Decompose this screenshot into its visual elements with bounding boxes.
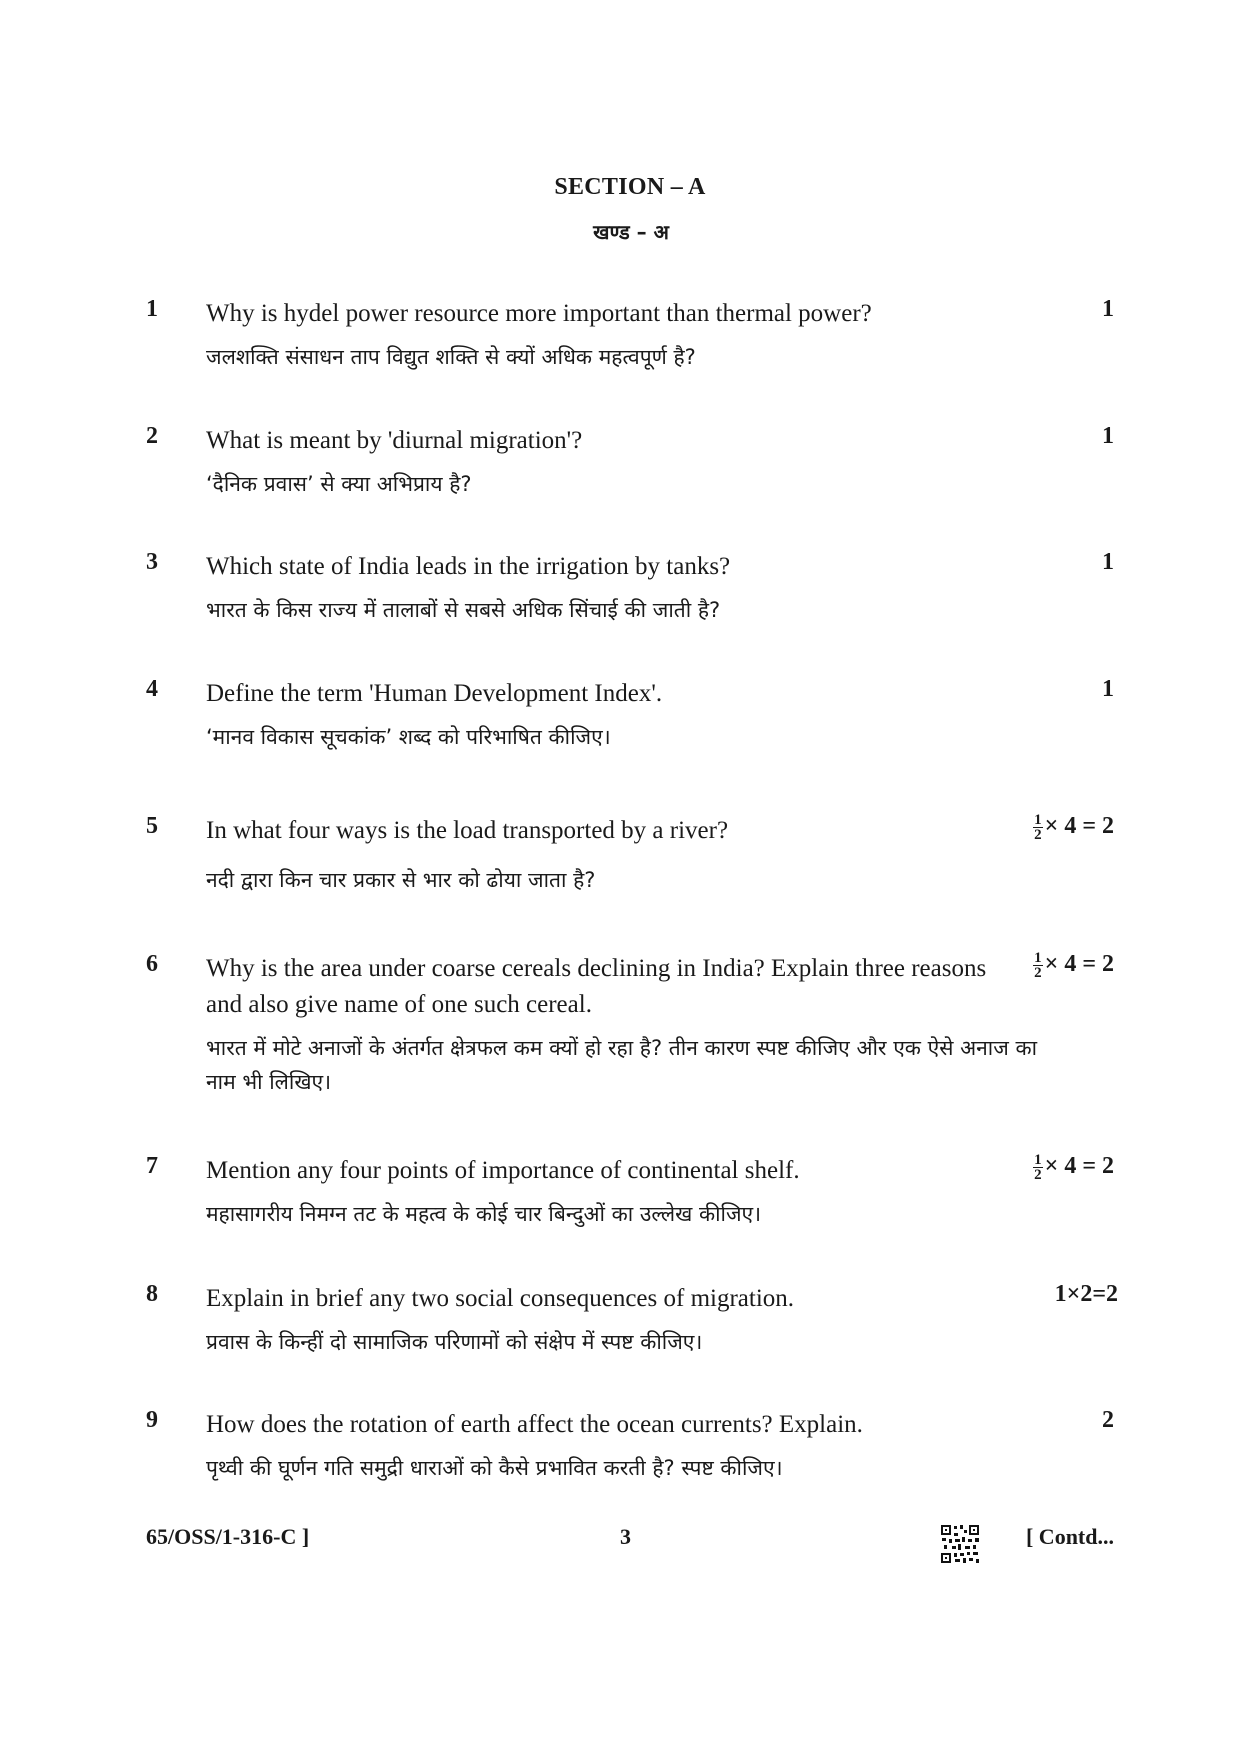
paper-code: 65/OSS/1-316-C ] <box>146 1524 310 1549</box>
question-marks: 2 <box>1102 1407 1114 1433</box>
question-text-english: Define the term 'Human Development Index'. <box>206 680 663 707</box>
section-title-hindi: खण्ड – अ <box>593 220 669 244</box>
question-text-english: Why is the area under coarse cereals declining in India? Explain three reasons and also give name of one such cereal. <box>206 955 987 1018</box>
half-fraction <box>1033 813 1043 842</box>
question-text-hindi: ‘मानव विकास सूचकांक’ शब्द को परिभाषित कीजिए। <box>206 725 611 749</box>
question-marks: 1×2=2 <box>1054 1281 1118 1307</box>
question-text-hindi: पृथ्वी की घूर्णन गति समुद्री धाराओं को कैसे प्रभावित करती है? स्पष्ट कीजिए। <box>206 1456 783 1480</box>
marks-expression: × 4 = 2 <box>1044 951 1114 978</box>
marks-expression: × 4 = 2 <box>1044 1153 1114 1180</box>
question-number: 4 <box>146 676 158 702</box>
question-marks: 1 <box>1102 296 1114 322</box>
question-marks: 1 <box>1102 423 1114 449</box>
qr-code-icon <box>940 1524 980 1564</box>
question-text-hindi: जलशक्ति संसाधन ताप विद्युत शक्ति से क्यों अधिक महत्वपूर्ण है? <box>206 345 696 369</box>
question-text-english: Mention any four points of importance of continental shelf. <box>206 1157 800 1184</box>
question-text-hindi: भारत में मोटे अनाजों के अंतर्गत क्षेत्रफल कम क्यों हो रहा है? तीन कारण स्पष्ट कीजिए और एक ऐसे अनाज का नाम भी लिखिए। <box>206 1036 1038 1094</box>
fraction-numerator: 1 <box>1034 812 1042 828</box>
question-text-english: Which state of India leads in the irrigation by tanks? <box>206 553 731 580</box>
page-number: 3 <box>620 1524 631 1549</box>
question-marks: 1 <box>1102 676 1114 702</box>
question-number: 1 <box>146 296 158 322</box>
continued-note: [ Contd... <box>1025 1524 1114 1549</box>
question-text-english: What is meant by 'diurnal migration'? <box>206 427 583 454</box>
fraction-denominator: 2 <box>1034 827 1042 843</box>
question-marks <box>1033 1153 1114 1182</box>
section-title: SECTION – A <box>554 174 706 200</box>
question-marks <box>1033 951 1114 980</box>
question-number: 3 <box>146 549 158 575</box>
question-text-english: In what four ways is the load transported by a river? <box>206 817 729 844</box>
fraction-denominator: 2 <box>1034 1167 1042 1183</box>
question-marks <box>1033 813 1114 842</box>
page-footer <box>0 1524 1240 1564</box>
question-text-hindi: भारत के किस राज्य में तालाबों से सबसे अधिक सिंचाई की जाती है? <box>206 598 721 622</box>
half-fraction <box>1033 1153 1043 1182</box>
question-number: 5 <box>146 813 158 839</box>
question-text-hindi: ‘दैनिक प्रवास’ से क्या अभिप्राय है? <box>206 472 472 496</box>
question-text-hindi: महासागरीय निमग्न तट के महत्व के कोई चार बिन्दुओं का उल्लेख कीजिए। <box>206 1202 762 1226</box>
question-text-english: Explain in brief any two social consequences of migration. <box>206 1285 795 1312</box>
question-text-hindi: नदी द्वारा किन चार प्रकार से भार को ढोया जाता है? <box>206 868 596 892</box>
fraction-numerator: 1 <box>1034 950 1042 966</box>
question-number: 7 <box>146 1153 158 1179</box>
question-number: 6 <box>146 951 158 977</box>
fraction-denominator: 2 <box>1034 965 1042 981</box>
question-text-english: How does the rotation of earth affect the ocean currents? Explain. <box>206 1411 863 1438</box>
question-number: 9 <box>146 1407 158 1433</box>
fraction-numerator: 1 <box>1034 1152 1042 1168</box>
question-text-english: Why is hydel power resource more important than thermal power? <box>206 300 872 327</box>
question-number: 8 <box>146 1281 158 1307</box>
question-number: 2 <box>146 423 158 449</box>
question-text-hindi: प्रवास के किन्हीं दो सामाजिक परिणामों को संक्षेप में स्पष्ट कीजिए। <box>206 1330 703 1354</box>
question-marks: 1 <box>1102 549 1114 575</box>
marks-expression: × 4 = 2 <box>1044 813 1114 840</box>
half-fraction <box>1033 951 1043 980</box>
